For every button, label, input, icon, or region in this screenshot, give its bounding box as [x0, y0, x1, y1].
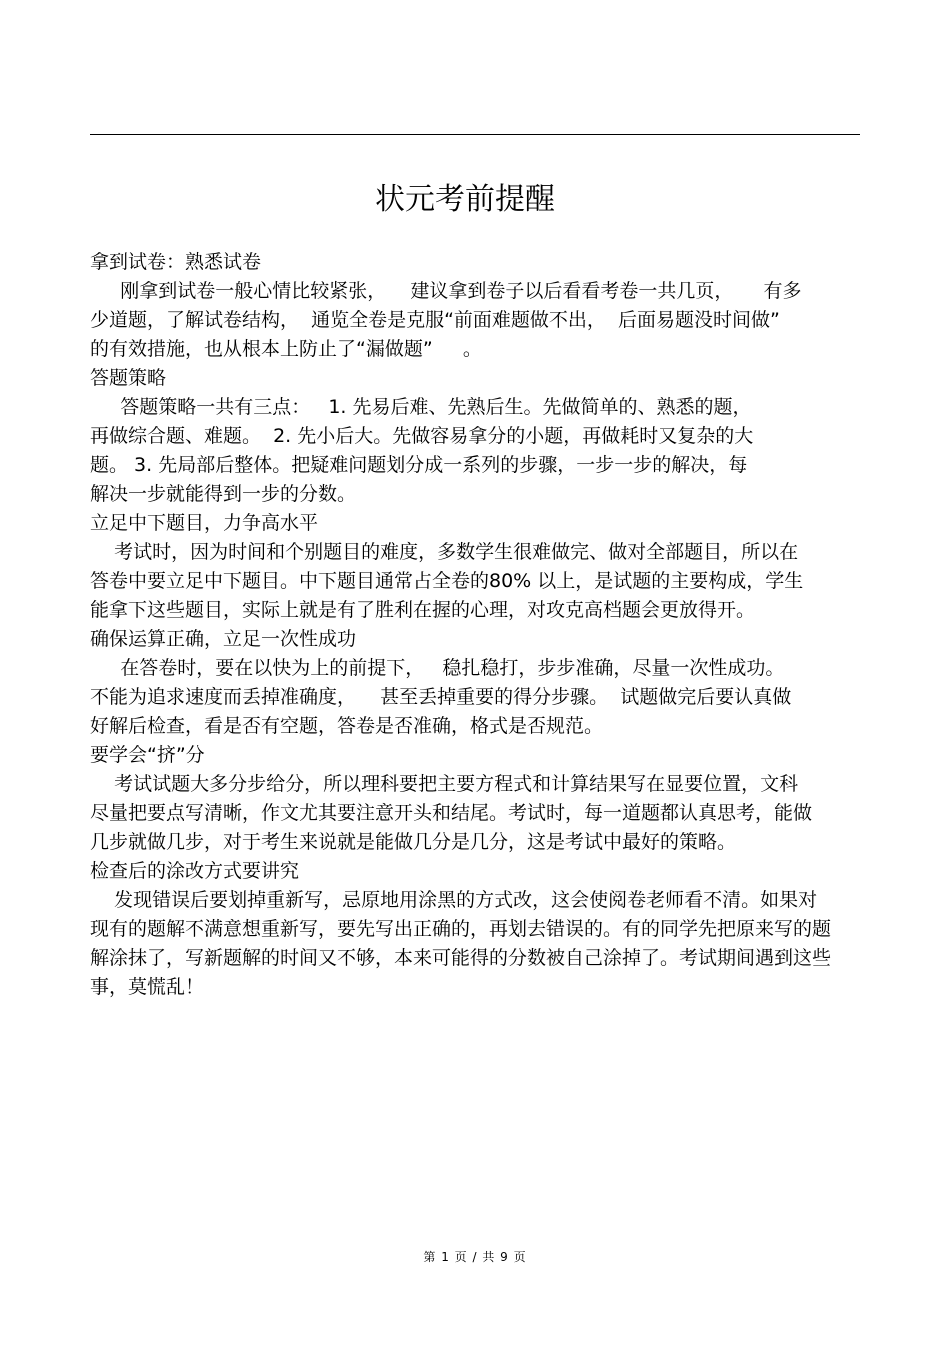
paragraph-line: 现有的题解不满意想重新写，要先写出正确的，再划去错误的。有的同学先把原来写的题 [90, 918, 832, 940]
paragraph-line: 发现错误后要划掉重新写，忌原地用涂黑的方式改，这会使阅卷老师看不清。如果对 [90, 889, 818, 911]
paragraph-line: 几步就做几步，对于考生来说就是能做几分是几分，这是考试中最好的策略。 [90, 831, 737, 853]
paragraph-line: 尽量把要点写清晰，作文尤其要注意开头和结尾。考试时，每一道题都认真思考，能做 [90, 802, 813, 824]
section-squeeze-points [90, 741, 905, 857]
section-accuracy [90, 625, 905, 741]
header-rule [90, 134, 860, 135]
paragraph-line: 考试试题大多分步给分，所以理科要把主要方程式和计算结果写在显要位置，文科 [90, 773, 799, 795]
section-heading: 要学会“挤”分 [90, 744, 205, 766]
paragraph-line: 考试时，因为时间和个别题目的难度，多数学生很难做完、做对全部题目，所以在 [90, 541, 799, 563]
section-heading: 答题策略 [90, 367, 167, 389]
section-heading: 检查后的涂改方式要讲究 [90, 860, 300, 882]
section-mid-level [90, 509, 905, 625]
section-familiarize [90, 248, 905, 364]
section-corrections [90, 857, 905, 1002]
paragraph-line: 解涂抹了，写新题解的时间又不够，本来可能得的分数被自己涂掉了。考试期间遇到这些 [90, 947, 832, 969]
section-heading: 拿到试卷：熟悉试卷 [90, 251, 262, 273]
paragraph-line: 少道题，了解试卷结构， 通览全卷是克服“前面难题做不出， 后面易题没时间做” [90, 309, 780, 331]
paragraph-line: 刚拿到试卷一般心情比较紧张， 建议拿到卷子以后看看考卷一共几页， 有多 [90, 280, 802, 302]
paragraph-line: 事，莫慌乱！ [90, 976, 205, 998]
paragraph-line: 的有效措施，也从根本上防止了“漏做题” 。 [90, 338, 482, 360]
paragraph-line: 在答卷时，要在以快为上的前提下， 稳扎稳打，步步准确，尽量一次性成功。 [90, 657, 785, 679]
page-title: 状元考前提醒 [375, 182, 555, 217]
paragraph-line: 题。 3. 先局部后整体。把疑难问题划分成一系列的步骤，一步一步的解决，每 [90, 454, 748, 476]
paragraph-line: 再做综合题、难题。 2. 先小后大。先做容易拿分的小题，再做耗时又复杂的大 [90, 425, 754, 447]
section-strategy [90, 364, 905, 509]
document-body [90, 248, 905, 1002]
paragraph-line: 答卷中要立足中下题目。中下题目通常占全卷的80% 以上，是试题的主要构成，学生 [90, 570, 804, 592]
paragraph-line: 不能为追求速度而丢掉准确度， 甚至丢掉重要的得分步骤。 试题做完后要认真做 [90, 686, 792, 708]
section-heading: 立足中下题目，力争高水平 [90, 512, 319, 534]
page-number: 第 1 页 / 共 9 页 [423, 1250, 527, 1264]
section-heading: 确保运算正确，立足一次性成功 [90, 628, 357, 650]
paragraph-line: 答题策略一共有三点： 1. 先易后难、先熟后生。先做简单的、熟悉的题， [90, 396, 752, 418]
paragraph-line: 能拿下这些题目，实际上就是有了胜利在握的心理，对攻克高档题会更放得开。 [90, 599, 756, 621]
paragraph-line: 解决一步就能得到一步的分数。 [90, 483, 357, 505]
paragraph-line: 好解后检查，看是否有空题，答卷是否准确，格式是否规范。 [90, 715, 604, 737]
